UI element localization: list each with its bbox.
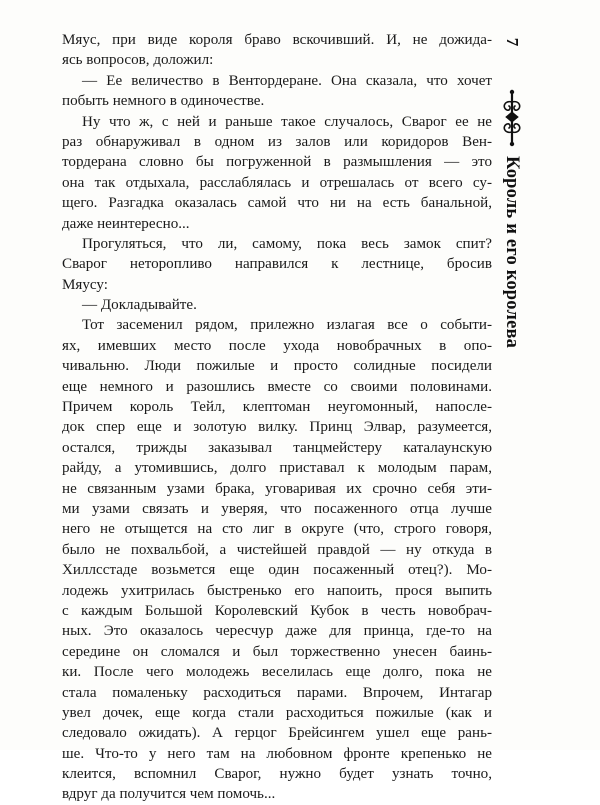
text-line: раз обнаруживал в одном из залов или коридоров Вен- — [62, 133, 492, 150]
text-line: вдруг да получится чем помочь... — [62, 786, 276, 803]
text-line: ки. После чего молодежь веселилась еще долго, пока не — [62, 664, 492, 681]
text-line: даже неинтересно... — [62, 215, 190, 232]
fleuron-ornament-icon — [498, 88, 526, 148]
text-line: него не отыщется на сто лиг в округе (что, строго говоря, — [62, 521, 492, 538]
text-line: Мяус, при виде короля браво вскочивший. И, не дожида- — [62, 32, 492, 48]
text-line: еще немного и разошлись вместе со своими половинами. — [62, 378, 492, 395]
page-number: 7 — [503, 37, 522, 47]
text-line: — Докладывайте. — [82, 297, 197, 314]
text-line: стала помаленьку расходиться парами. Впрочем, Интагар — [62, 684, 492, 701]
text-line: не связанным узами брака, уговаривая их срочно себя эти- — [62, 480, 492, 497]
text-line: остался, трижды заказывал танцмейстеру каталаунскую — [62, 439, 492, 456]
text-line: Тот засеменил рядом, прилежно излагая все о событи- — [82, 317, 492, 334]
running-title: Король и его королева — [502, 156, 522, 349]
text-line: ях, имевших место после ухода новобрачных в опо- — [62, 337, 492, 354]
text-line: ми узами связать и уверяя, что посаженного отца лучше — [62, 500, 492, 517]
text-line: с каждым Большой Королевский Кубок в честь новобрач- — [62, 602, 492, 619]
text-line: ных. Это оказалось чересчур даже для принца, где-то на — [62, 623, 492, 640]
text-line: Мяусу: — [62, 276, 108, 293]
text-line: она так отдыхала, расслаблялась и отрешалась от всего су- — [62, 174, 492, 191]
text-line: чивальню. Люди пожилые и просто солидные посидели — [62, 358, 492, 375]
text-line: Прогуляться, что ли, самому, пока весь замок спит? — [82, 235, 492, 252]
text-line: Причем король Тейл, клептоман неугомонный, напосле- — [62, 399, 492, 416]
text-line: райду, а утомившись, долго приставал к молодым парам, — [62, 460, 492, 477]
text-line: следовало ожидать). А герцог Брейсингем ушел еще рань- — [62, 725, 492, 742]
text-line: ше. Что-то у него там на любовном фронте крепенько не — [62, 745, 492, 762]
text-line: побыть немного в одиночестве. — [62, 93, 265, 110]
running-header — [496, 28, 526, 718]
text-line: было не похвальбой, а чистейшей правдой — ну откуда в — [62, 541, 492, 558]
text-line: док спер еще и золотую вилку. Принц Элвар, разумеется, — [62, 419, 492, 436]
text-line: тордерана словно бы погруженной в размышления — это — [62, 154, 492, 171]
text-line: Хиллсстаде возьмется еще один посаженный отец?). Мо- — [62, 562, 492, 579]
text-line: Ну что ж, с ней и раньше такое случалось, Сварог ее не — [82, 113, 492, 130]
text-line: лодежь ухитрилась быстренько его напоить, прося выпить — [62, 582, 492, 599]
text-line: щего. Разгадка оказалась самой что ни на есть банальной, — [62, 195, 492, 212]
text-line: Сварог неторопливо направился к лестнице, бросив — [62, 256, 492, 273]
text-line: ясь вопросов, доложил: — [62, 52, 214, 69]
text-line: середине он сломался и был торжественно унесен баинь- — [62, 643, 492, 660]
body-text — [62, 30, 492, 805]
text-line: — Ее величество в Вентордеране. Она сказала, что хочет — [82, 72, 492, 89]
text-line: клеится, вспомнил Сварог, нужно будет узнать точно, — [62, 766, 492, 783]
text-line: увел дочек, еще когда стали расходиться пожилые (как и — [62, 704, 492, 721]
